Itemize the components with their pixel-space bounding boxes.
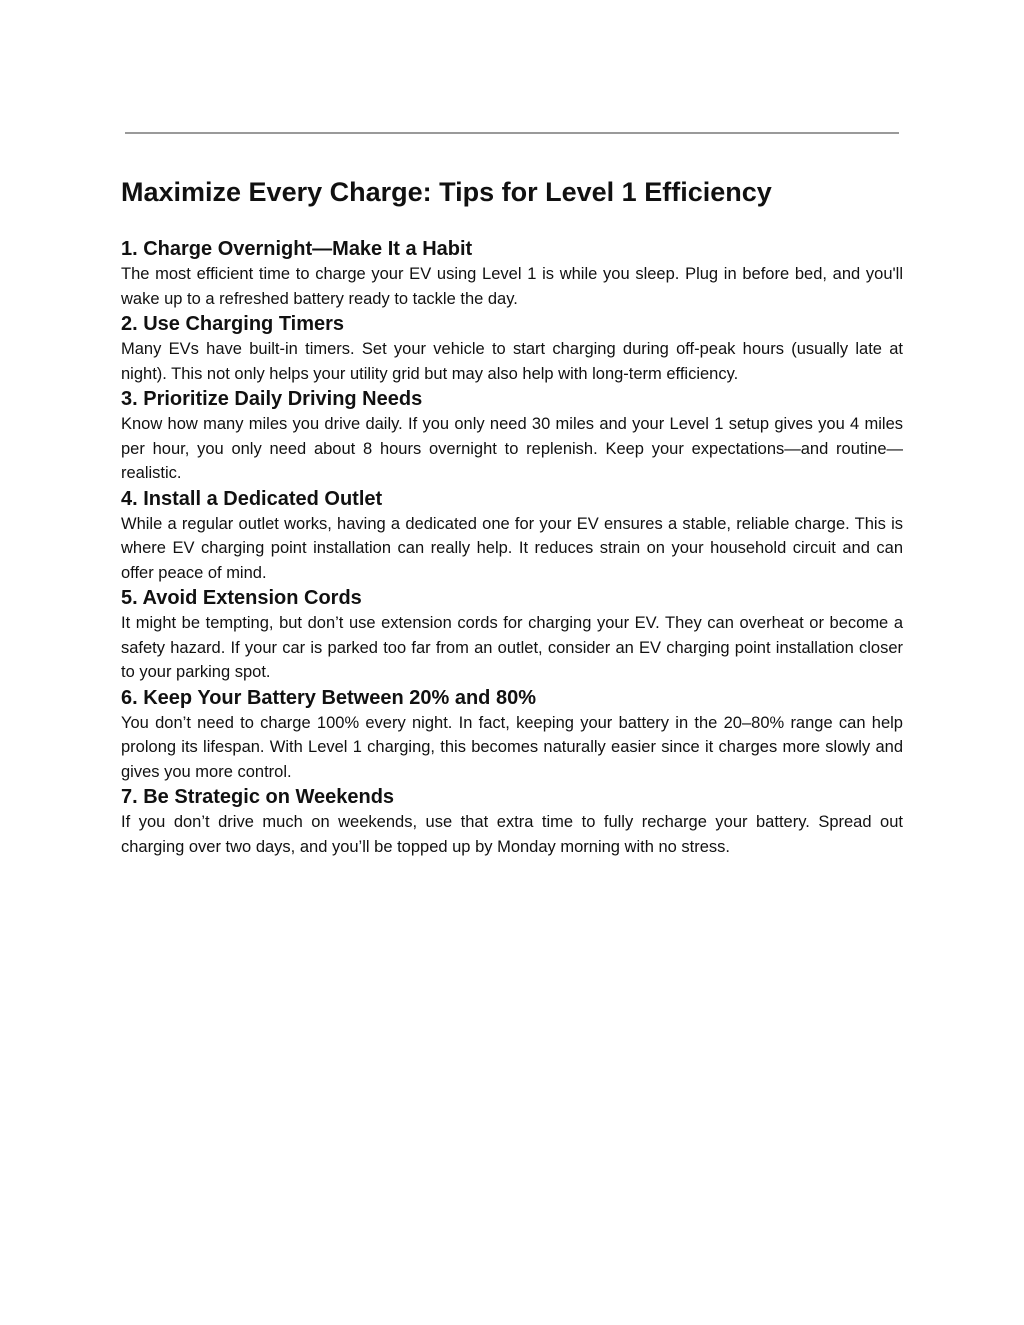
section-6 xyxy=(121,685,903,785)
section-heading: 1. Charge Overnight—Make It a Habit xyxy=(121,238,473,260)
section-heading: 6. Keep Your Battery Between 20% and 80% xyxy=(121,686,536,709)
section-paragraph: While a regular outlet works, having a dedicated one for your EV ensures a stable, reliable charge. This is where EV charging point installation can really help. It reduces strain on your household circuit and can offer peace of mind. xyxy=(121,514,903,582)
section-heading: 5. Avoid Extension Cords xyxy=(121,587,362,609)
document-body xyxy=(121,170,903,859)
section-2 xyxy=(121,311,903,386)
section-paragraph: It might be tempting, but don’t use extension cords for charging your EV. They can overheat or become a safety hazard. If your car is parked too far from an outlet, consider an EV charging point installation closer to your parking spot. xyxy=(121,614,903,681)
section-heading: 4. Install a Dedicated Outlet xyxy=(121,487,383,510)
section-1 xyxy=(121,236,903,311)
section-7 xyxy=(121,784,903,859)
section-heading: 7. Be Strategic on Weekends xyxy=(121,786,395,808)
section-4 xyxy=(121,486,903,586)
document-title: Maximize Every Charge: Tips for Level 1 Efficiency xyxy=(121,177,772,207)
section-heading: 3. Prioritize Daily Driving Needs xyxy=(121,388,423,410)
section-3 xyxy=(121,386,903,486)
section-paragraph: The most efficient time to charge your EV using Level 1 is while you sleep. Plug in before bed, and you'll wake up to a refreshed battery ready to tackle the day. xyxy=(121,265,903,308)
section-paragraph: If you don’t drive much on weekends, use that extra time to fully recharge your battery. Spread out charging over two days, and you’ll be topped up by Monday morning with no stress. xyxy=(121,813,903,856)
section-heading: 2. Use Charging Timers xyxy=(121,313,345,335)
section-paragraph: Know how many miles you drive daily. If you only need 30 miles and your Level 1 setup gives you 4 miles per hour, you only need about 8 hours overnight to replenish. Keep your expectations—and routine—realistic. xyxy=(121,415,903,482)
section-paragraph: Many EVs have built-in timers. Set your vehicle to start charging during off-peak hours (usually late at night). This not only helps your utility grid but may also help with long-term efficiency. xyxy=(121,340,903,383)
section-paragraph: You don’t need to charge 100% every night. In fact, keeping your battery in the 20–80% range can help prolong its lifespan. With Level 1 charging, this becomes naturally easier since it charges more slowly and gives you more control. xyxy=(121,713,903,781)
section-5 xyxy=(121,585,903,685)
horizontal-divider xyxy=(125,132,899,134)
